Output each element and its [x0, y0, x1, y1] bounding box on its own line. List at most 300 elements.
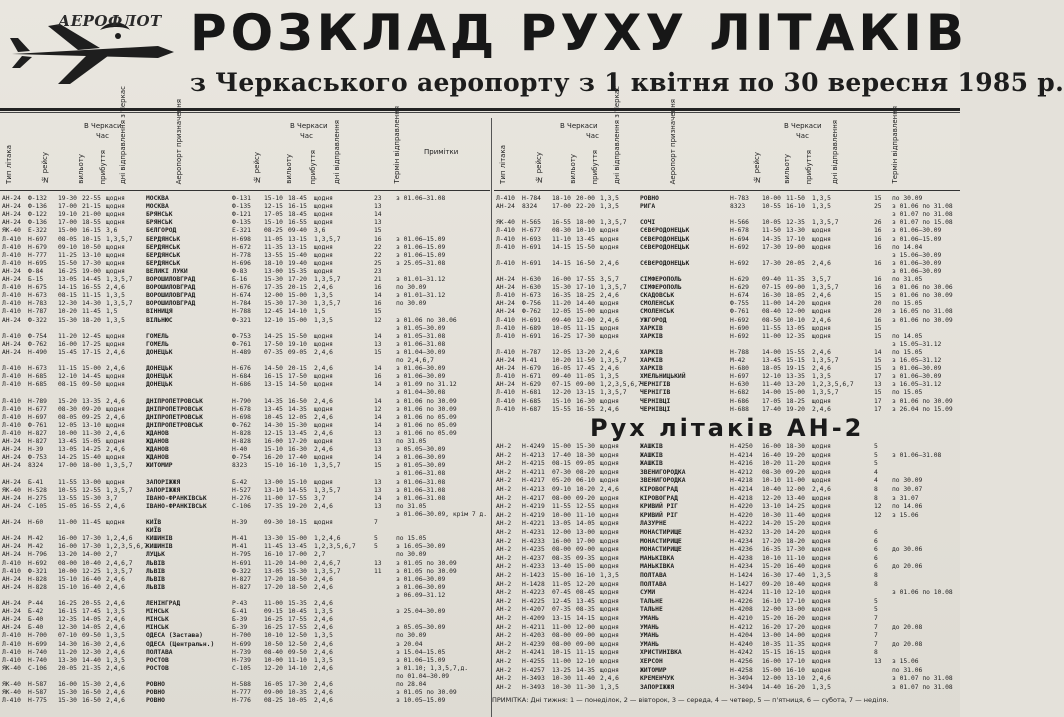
cell-aircraft: АН-24 — [496, 365, 515, 373]
cell-days: щодня — [106, 421, 125, 429]
cell-notes: з 01.06 по 30.09 — [892, 316, 953, 324]
cell-fare: 14 — [374, 397, 382, 405]
cell-arr-time: 16-55 — [82, 284, 101, 292]
cell-days: щодня — [106, 219, 125, 227]
cell-destination: ЖИТОМИР — [146, 462, 173, 470]
cell-destination: ДОНЕЦЬК — [146, 381, 173, 389]
cell-return-arr: 16-30 — [288, 446, 307, 454]
cell-flight: Н-587 — [28, 689, 47, 697]
cell-return-days: щодня — [812, 606, 831, 614]
cell-aircraft: АН-24 — [2, 502, 21, 510]
cell-destination: МАНЬКІВКА — [640, 563, 675, 571]
cell-arr-time: 09-05 — [576, 460, 595, 468]
cell-return-flight: Н-4212 — [730, 468, 753, 476]
cell-return-arr: 12-50 — [288, 632, 307, 640]
cell-return-flight: Н-699 — [232, 640, 251, 648]
cell-return-flight: Н-4222 — [730, 520, 753, 528]
cell-return-days: щодня — [812, 503, 831, 511]
cell-days: 1,3,5 — [106, 656, 125, 664]
cell-return-arr: 15-40 — [288, 251, 307, 259]
cell-aircraft: АН-24 — [2, 340, 21, 348]
cell-flight: Н-693 — [522, 235, 541, 243]
cell-arr-time: 18-00 — [576, 219, 595, 227]
right-column-headers — [494, 85, 960, 190]
cell-flight: Б-40 — [28, 624, 44, 632]
cell-dep-time: 09-10 — [58, 243, 77, 251]
cell-aircraft: Л-410 — [2, 697, 21, 705]
cell-return-flight: Н-1424 — [730, 572, 753, 579]
cell-days: 1,3,5,7 — [106, 567, 133, 575]
cell-flight: Н-4223 — [522, 589, 545, 597]
cell-return-flight: Н-672 — [232, 243, 251, 251]
cell-aircraft: АН-2 — [496, 683, 512, 691]
cell-notes: з 01.06—31.08 — [396, 494, 446, 502]
cell-flight: Н-671 — [522, 373, 541, 381]
cell-destination: ВОРОШИЛОВГРАД — [146, 284, 196, 292]
cell-destination: ЧЕРНІГІВ — [640, 381, 671, 389]
cell-flight: Н-697 — [28, 235, 47, 243]
cell-aircraft: АН-24 — [496, 276, 515, 283]
cell-return-arr: 17-55 — [288, 616, 307, 624]
cell-days: щодня — [600, 227, 619, 235]
cell-days: 1,3,5 — [600, 683, 619, 691]
cell-arr-time: 11-45 — [82, 308, 101, 316]
cell-dep-time: 08-30 — [552, 227, 571, 235]
cell-return-dep: 13-45 — [762, 357, 781, 364]
cell-fare: 16 — [874, 235, 882, 243]
cell-return-days: 1,3,5,7 — [314, 276, 341, 283]
cell-dep-time: 17-40 — [552, 451, 571, 459]
cell-flight: Н-699 — [28, 640, 47, 648]
cell-return-arr: 12-00 — [786, 486, 805, 493]
cell-destination: ХМЕЛЬНИЦЬКИЙ — [640, 373, 686, 381]
cell-dep-time: 15-10 — [58, 583, 77, 591]
cell-destination: МОСКВА — [146, 203, 169, 211]
cell-destination: БЕРДЯНСЬК — [146, 259, 181, 267]
cell-return-days: 1,3,5 — [812, 572, 831, 579]
cell-dep-time: 16-25 — [552, 332, 571, 340]
cell-days: 2,4,6 — [600, 486, 619, 493]
cell-dep-time: 11-55 — [58, 478, 77, 486]
cell-notes: з 01.06—30.09 — [396, 583, 446, 591]
cell-days: 2,4,6 — [600, 316, 619, 324]
col-flight2: № рейсу — [253, 152, 261, 184]
cell-notes: з 01.06—30.09 — [892, 373, 942, 381]
cell-days: щодня — [600, 640, 619, 648]
cell-arr-time: 10-10 — [576, 227, 595, 235]
cell-return-flight: Н-788 — [730, 348, 749, 356]
cell-aircraft: АН-2 — [496, 529, 512, 536]
cell-fare: 23 — [374, 267, 382, 275]
cell-flight: Н-4235 — [522, 546, 545, 554]
cell-dep-time: 18-10 — [552, 195, 571, 202]
cell-return-days: 2,4,6 — [314, 616, 333, 624]
cell-aircraft: Л-410 — [2, 373, 21, 381]
cell-dep-time: 11-20 — [58, 332, 77, 340]
cell-return-days: щодня — [812, 580, 831, 588]
cell-return-days: щодня — [812, 511, 831, 519]
cell-arr-time: 09-00 — [576, 546, 595, 554]
cell-return-days: 1,3,5 — [812, 373, 831, 381]
cell-flight: Н-685 — [28, 381, 47, 389]
cell-days: щодня — [106, 454, 125, 462]
header-rule-thin — [0, 112, 960, 113]
cell-return-arr: 18-05 — [786, 292, 805, 300]
cell-notes: з 01.06—31.08 — [396, 470, 446, 478]
cell-return-days: щодня — [812, 666, 831, 674]
cell-arr-time: 12-25 — [82, 567, 101, 575]
cell-return-dep: 13-20 — [762, 529, 781, 536]
cell-return-flight: Н-4218 — [730, 477, 753, 485]
cell-flight: Н-4241 — [522, 649, 545, 657]
cell-return-arr: 12-05 — [288, 413, 307, 421]
cell-destination: ПОЛТАВА — [640, 572, 667, 579]
cell-return-days: щодня — [812, 443, 831, 450]
cell-arr-time: 11-15 — [576, 324, 595, 332]
cell-days: 2,4,6 — [106, 600, 125, 607]
cell-fare: 13 — [374, 438, 382, 445]
cell-flight: Н-787 — [522, 348, 541, 356]
cell-aircraft: АН-2 — [496, 468, 512, 476]
cell-return-flight: М-41 — [232, 543, 248, 551]
cell-return-flight: Н-4234 — [730, 563, 753, 571]
cell-days: щодня — [106, 373, 125, 381]
cell-notes: по 30.09 — [396, 300, 427, 308]
cell-return-arr: 14-20 — [786, 300, 805, 308]
cell-fare: 4 — [874, 477, 878, 485]
cell-flight: Н-4231 — [522, 529, 545, 536]
cell-return-flight: Н-739 — [232, 648, 251, 656]
cell-aircraft: АН-2 — [496, 494, 512, 502]
cell-return-days: щодня — [812, 649, 831, 657]
cell-destination: КІРОВОГРАД — [640, 486, 678, 493]
cell-arr-time: 10-20 — [576, 486, 595, 493]
cell-return-days: 2,4,6 — [314, 681, 333, 688]
cell-return-days: 1,2,4,6 — [314, 535, 341, 543]
cell-destination: ДНІПРОПЕТРОВСЬК — [146, 413, 203, 421]
cell-flight: Ф-756 — [522, 300, 541, 308]
cell-return-flight: Ф-83 — [232, 267, 248, 275]
cell-aircraft: ЯК-40 — [2, 681, 21, 688]
cell-dep-time: 16-15 — [58, 608, 77, 616]
cell-fare: 14 — [374, 211, 382, 219]
cell-dep-time: 16-25 — [58, 600, 77, 607]
cell-days: щодня — [600, 494, 619, 502]
cell-return-days: 2,4,6 — [314, 648, 333, 656]
cell-return-days: щодня — [314, 438, 333, 445]
cell-notes: до 20.06 — [892, 563, 923, 571]
cell-fare: 14 — [374, 413, 382, 421]
cell-dep-time: 15-00 — [58, 227, 77, 235]
cell-return-dep: 08-25 — [264, 227, 283, 235]
cell-return-arr: 17-10 — [786, 235, 805, 243]
cell-flight: М-41 — [522, 357, 538, 364]
cell-return-dep: 16-00 — [264, 438, 283, 445]
cell-days: 2,4,6 — [106, 365, 125, 373]
cell-destination: СІМФЕРОПОЛЬ — [640, 276, 682, 283]
cell-return-days: 2,4,6 — [812, 365, 831, 373]
cell-notes: з 25.04—30.09 — [396, 608, 446, 616]
cell-return-days: 2,4,6 — [314, 446, 333, 454]
cell-notes: з 10.05—15.09 — [396, 697, 446, 705]
cell-return-days: 2,4,6 — [314, 583, 333, 591]
cell-return-dep: 17-20 — [762, 537, 781, 545]
cell-days: 2,4,6 — [106, 616, 125, 624]
cell-destination: УМАНЬ — [640, 640, 659, 648]
cell-aircraft: АН-24 — [2, 583, 21, 591]
cell-destination: БРЯНСЬК — [146, 219, 173, 227]
cell-days: щодня — [600, 511, 619, 519]
cell-return-dep: 16-15 — [264, 373, 283, 381]
cell-return-dep: 08-25 — [264, 697, 283, 705]
cell-fare: 8 — [874, 486, 878, 493]
cell-return-dep: 15-10 — [264, 462, 283, 470]
cell-flight: Ф-136 — [28, 203, 47, 211]
cell-aircraft: Л-410 — [2, 648, 21, 656]
cell-dep-time: 12-35 — [58, 616, 77, 624]
cell-arr-time: 08-35 — [576, 606, 595, 614]
cell-dep-time: 13-05 — [552, 520, 571, 528]
cell-days: щодня — [600, 666, 619, 674]
cell-fare: 20 — [874, 300, 882, 308]
cell-return-days: 1,5 — [314, 308, 326, 316]
cell-flight: Н-828 — [28, 583, 47, 591]
cell-dep-time: 16-05 — [552, 365, 571, 373]
cell-fare: 22 — [374, 243, 382, 251]
cell-return-dep: 12-15 — [264, 203, 283, 211]
cell-flight: Н-3493 — [522, 683, 545, 691]
col-dep2: вильоту — [783, 154, 791, 184]
cell-arr-time: 14-15 — [576, 615, 595, 622]
cell-notes: з 01.06 по 05.09 — [396, 413, 457, 421]
cell-fare: 14 — [374, 421, 382, 429]
cell-flight: Н-565 — [522, 219, 541, 227]
cell-return-flight: Ф-135 — [232, 219, 251, 227]
cell-return-dep: 14-30 — [264, 421, 283, 429]
cell-return-days: 2,4,6 — [812, 675, 831, 683]
cell-return-dep: 16-35 — [762, 546, 781, 554]
cell-return-days: щодня — [314, 219, 333, 227]
cell-days: щодня — [106, 211, 125, 219]
cell-arr-time: 08-45 — [576, 589, 595, 597]
cell-return-dep: 13-55 — [264, 251, 283, 259]
cell-fare: 5 — [374, 543, 378, 551]
cell-dep-time: 15-05 — [58, 502, 77, 510]
cell-fare: 14 — [374, 292, 382, 300]
cell-destination: ЛЬВІВ — [146, 575, 165, 583]
cell-dep-time: 14-15 — [552, 259, 571, 267]
cell-aircraft: АН-2 — [496, 554, 512, 562]
cell-destination: КИШИНІВ — [146, 543, 173, 551]
cell-return-arr: 10-10 — [786, 316, 805, 324]
cell-return-days: 2,4,6 — [314, 575, 333, 583]
cell-flight: Н-677 — [28, 405, 47, 413]
cell-return-arr: 18-45 — [288, 195, 307, 202]
cell-return-arr: 11-35 — [786, 640, 805, 648]
cell-return-flight: Н-489 — [232, 348, 251, 356]
cell-return-flight: Ф-322 — [232, 567, 251, 575]
cell-return-dep: 10-10 — [264, 632, 283, 640]
cell-fare: 13 — [374, 559, 382, 567]
cell-dep-time: 16-35 — [552, 292, 571, 300]
cell-return-days: щодня — [812, 658, 831, 665]
cell-fare: 16 — [374, 284, 382, 292]
cell-fare: 5 — [874, 597, 878, 605]
cell-aircraft: АН-2 — [496, 658, 512, 665]
cell-days: 1,5 — [106, 308, 118, 316]
col-flight: № рейсу — [41, 152, 49, 184]
cell-return-flight: Б-39 — [232, 624, 248, 632]
cell-return-arr: 18-20 — [786, 537, 805, 545]
cell-days: 2,4,6 — [106, 681, 125, 688]
cell-return-days: 1,3,5,7 — [812, 284, 839, 292]
cell-aircraft: Л-410 — [2, 381, 21, 389]
cell-destination: МОНАСТИРИЩЕ — [640, 529, 682, 536]
cell-return-dep: 13-00 — [264, 478, 283, 486]
cell-return-days: щодня — [314, 259, 333, 267]
cell-flight: Н-4221 — [522, 520, 545, 528]
cell-dep-time: 12-05 — [552, 348, 571, 356]
cell-aircraft: Л-410 — [496, 397, 515, 405]
cell-days: щодня — [600, 563, 619, 571]
cell-return-dep: 14-00 — [762, 389, 781, 397]
cell-fare: 6 — [874, 546, 878, 554]
cell-days: щодня — [600, 658, 619, 665]
cell-dep-time: 14-15 — [552, 243, 571, 251]
cell-days: 2,4,6 — [600, 365, 619, 373]
cell-flight: Н-827 — [28, 438, 47, 445]
cell-dep-time: 15-30 — [58, 689, 77, 697]
cell-return-days: 3,7 — [314, 494, 326, 502]
cell-return-flight: Н-3494 — [730, 675, 753, 683]
cell-notes: з 20.04 — [396, 640, 423, 648]
cell-return-dep: 15-10 — [264, 446, 283, 454]
table-row — [494, 405, 960, 414]
cell-days: 1,3,5 — [600, 195, 619, 202]
cell-dep-time: 15-30 — [58, 316, 77, 324]
cell-flight: Н-4239 — [522, 640, 545, 648]
cell-return-days: 1,3,5,7 — [314, 486, 341, 494]
cell-flight: Н-630 — [522, 276, 541, 283]
cell-notes: з 01.06—30.09 — [892, 365, 942, 373]
cell-dep-time: 12-45 — [552, 597, 571, 605]
cell-aircraft: АН-24 — [496, 381, 515, 389]
cell-arr-time: 16-50 — [576, 259, 595, 267]
cell-arr-time: 20-00 — [576, 195, 595, 202]
cell-return-arr: 18-50 — [288, 583, 307, 591]
cell-notes: з 01.05—31.08 — [396, 332, 446, 340]
cell-aircraft: Л-410 — [2, 656, 21, 664]
cell-days: щодня — [600, 580, 619, 588]
page-subtitle: з Черкаського аеропорту з 1 квітня по 30 вересня 1985 р. — [190, 68, 1064, 97]
cell-return-days: щодня — [812, 615, 831, 622]
cell-destination: ЖДАНОВ — [146, 429, 169, 437]
cell-dep-time: 09-40 — [552, 373, 571, 381]
col-group-dep: В Черкаси — [84, 122, 122, 130]
cell-days: 1,3,5,7 — [600, 284, 627, 292]
cell-notes: з 01.06—30.09 — [396, 365, 446, 373]
cell-return-arr: 13-45 — [288, 543, 307, 551]
cell-return-dep: 12-00 — [762, 675, 781, 683]
cell-arr-time: 21-00 — [82, 211, 101, 219]
cell-return-flight: Н-697 — [730, 373, 749, 381]
cell-days: 1,3,5 — [106, 316, 125, 324]
col-group-dep: В Черкаси — [560, 122, 598, 130]
cell-days: 3,5,7 — [600, 276, 619, 283]
cell-return-arr: 16-10 — [786, 666, 805, 674]
cell-return-arr: 16-20 — [786, 615, 805, 622]
cell-fare: 8 — [874, 580, 878, 588]
cell-destination: МІНСЬК — [146, 616, 169, 624]
cell-days: щодня — [600, 468, 619, 476]
col-days: дні відправлення з Черкас — [119, 85, 127, 184]
an2-section-title: Рух літаків АН-2 — [590, 414, 865, 442]
cell-return-dep: 14-35 — [264, 397, 283, 405]
cell-destination: ЧЕРНІГІВ — [640, 389, 671, 397]
header-divider-left — [0, 190, 490, 191]
cell-dep-time: 11-00 — [58, 519, 77, 526]
cell-dep-time: 07-15 — [552, 381, 571, 389]
cell-dep-time: 07-45 — [552, 589, 571, 597]
cell-return-arr: 13-45 — [288, 429, 307, 437]
cell-return-dep: 10-40 — [762, 486, 781, 493]
cell-arr-time: 13-45 — [576, 597, 595, 605]
cell-return-flight: Н-686 — [232, 381, 251, 389]
cell-notes: по 15.05 — [396, 535, 427, 543]
cell-return-flight: Н-690 — [730, 324, 749, 332]
cell-days: щодня — [600, 503, 619, 511]
left-schedule-table — [0, 194, 490, 714]
cell-notes: по 15.05 — [892, 348, 923, 356]
cell-return-arr: 20-05 — [786, 259, 805, 267]
col-arr2: прибуття — [309, 149, 317, 184]
cell-return-days: щодня — [812, 477, 831, 485]
cell-fare: 14 — [374, 494, 382, 502]
cell-return-arr: 11-40 — [786, 511, 805, 519]
cell-flight: Н-796 — [28, 551, 47, 559]
cell-return-arr: 09-50 — [288, 648, 307, 656]
cell-return-flight: Н-828 — [232, 438, 251, 445]
cell-return-arr: 16-10 — [288, 462, 307, 470]
cell-return-arr: 15-00 — [786, 389, 805, 397]
cell-days: 1,3,5 — [600, 203, 619, 211]
cell-fare: 16 — [874, 259, 882, 267]
cell-fare: 13 — [374, 429, 382, 437]
cell-return-flight: Н-678 — [730, 227, 749, 235]
cell-return-flight: Н-630 — [730, 381, 749, 389]
cell-return-flight: Н-778 — [232, 251, 251, 259]
cell-aircraft: Л-410 — [496, 243, 515, 251]
cell-return-dep: 13-10 — [264, 486, 283, 494]
cell-return-flight: Н-4214 — [730, 451, 753, 459]
cell-aircraft: ЯК-40 — [496, 219, 515, 227]
cell-flight: Н-4209 — [522, 615, 545, 622]
cell-fare: 14 — [374, 365, 382, 373]
cell-return-arr: 10-45 — [288, 608, 307, 616]
cell-return-days: щодня — [314, 195, 333, 202]
cell-fare: 12 — [874, 511, 882, 519]
cell-return-dep: 12-20 — [264, 664, 283, 672]
cell-return-days: 1,3,5 — [314, 316, 333, 324]
cell-days: 2,4,6 — [106, 624, 125, 632]
cell-fare: 21 — [374, 276, 382, 283]
cell-return-dep: 10-05 — [762, 219, 781, 227]
cell-destination: РИГА — [640, 203, 656, 211]
cell-return-flight: Н-694 — [730, 235, 749, 243]
cell-arr-time: 09-50 — [82, 632, 101, 640]
cell-return-dep: 10-00 — [762, 195, 781, 202]
cell-return-flight: Н-828 — [232, 429, 251, 437]
